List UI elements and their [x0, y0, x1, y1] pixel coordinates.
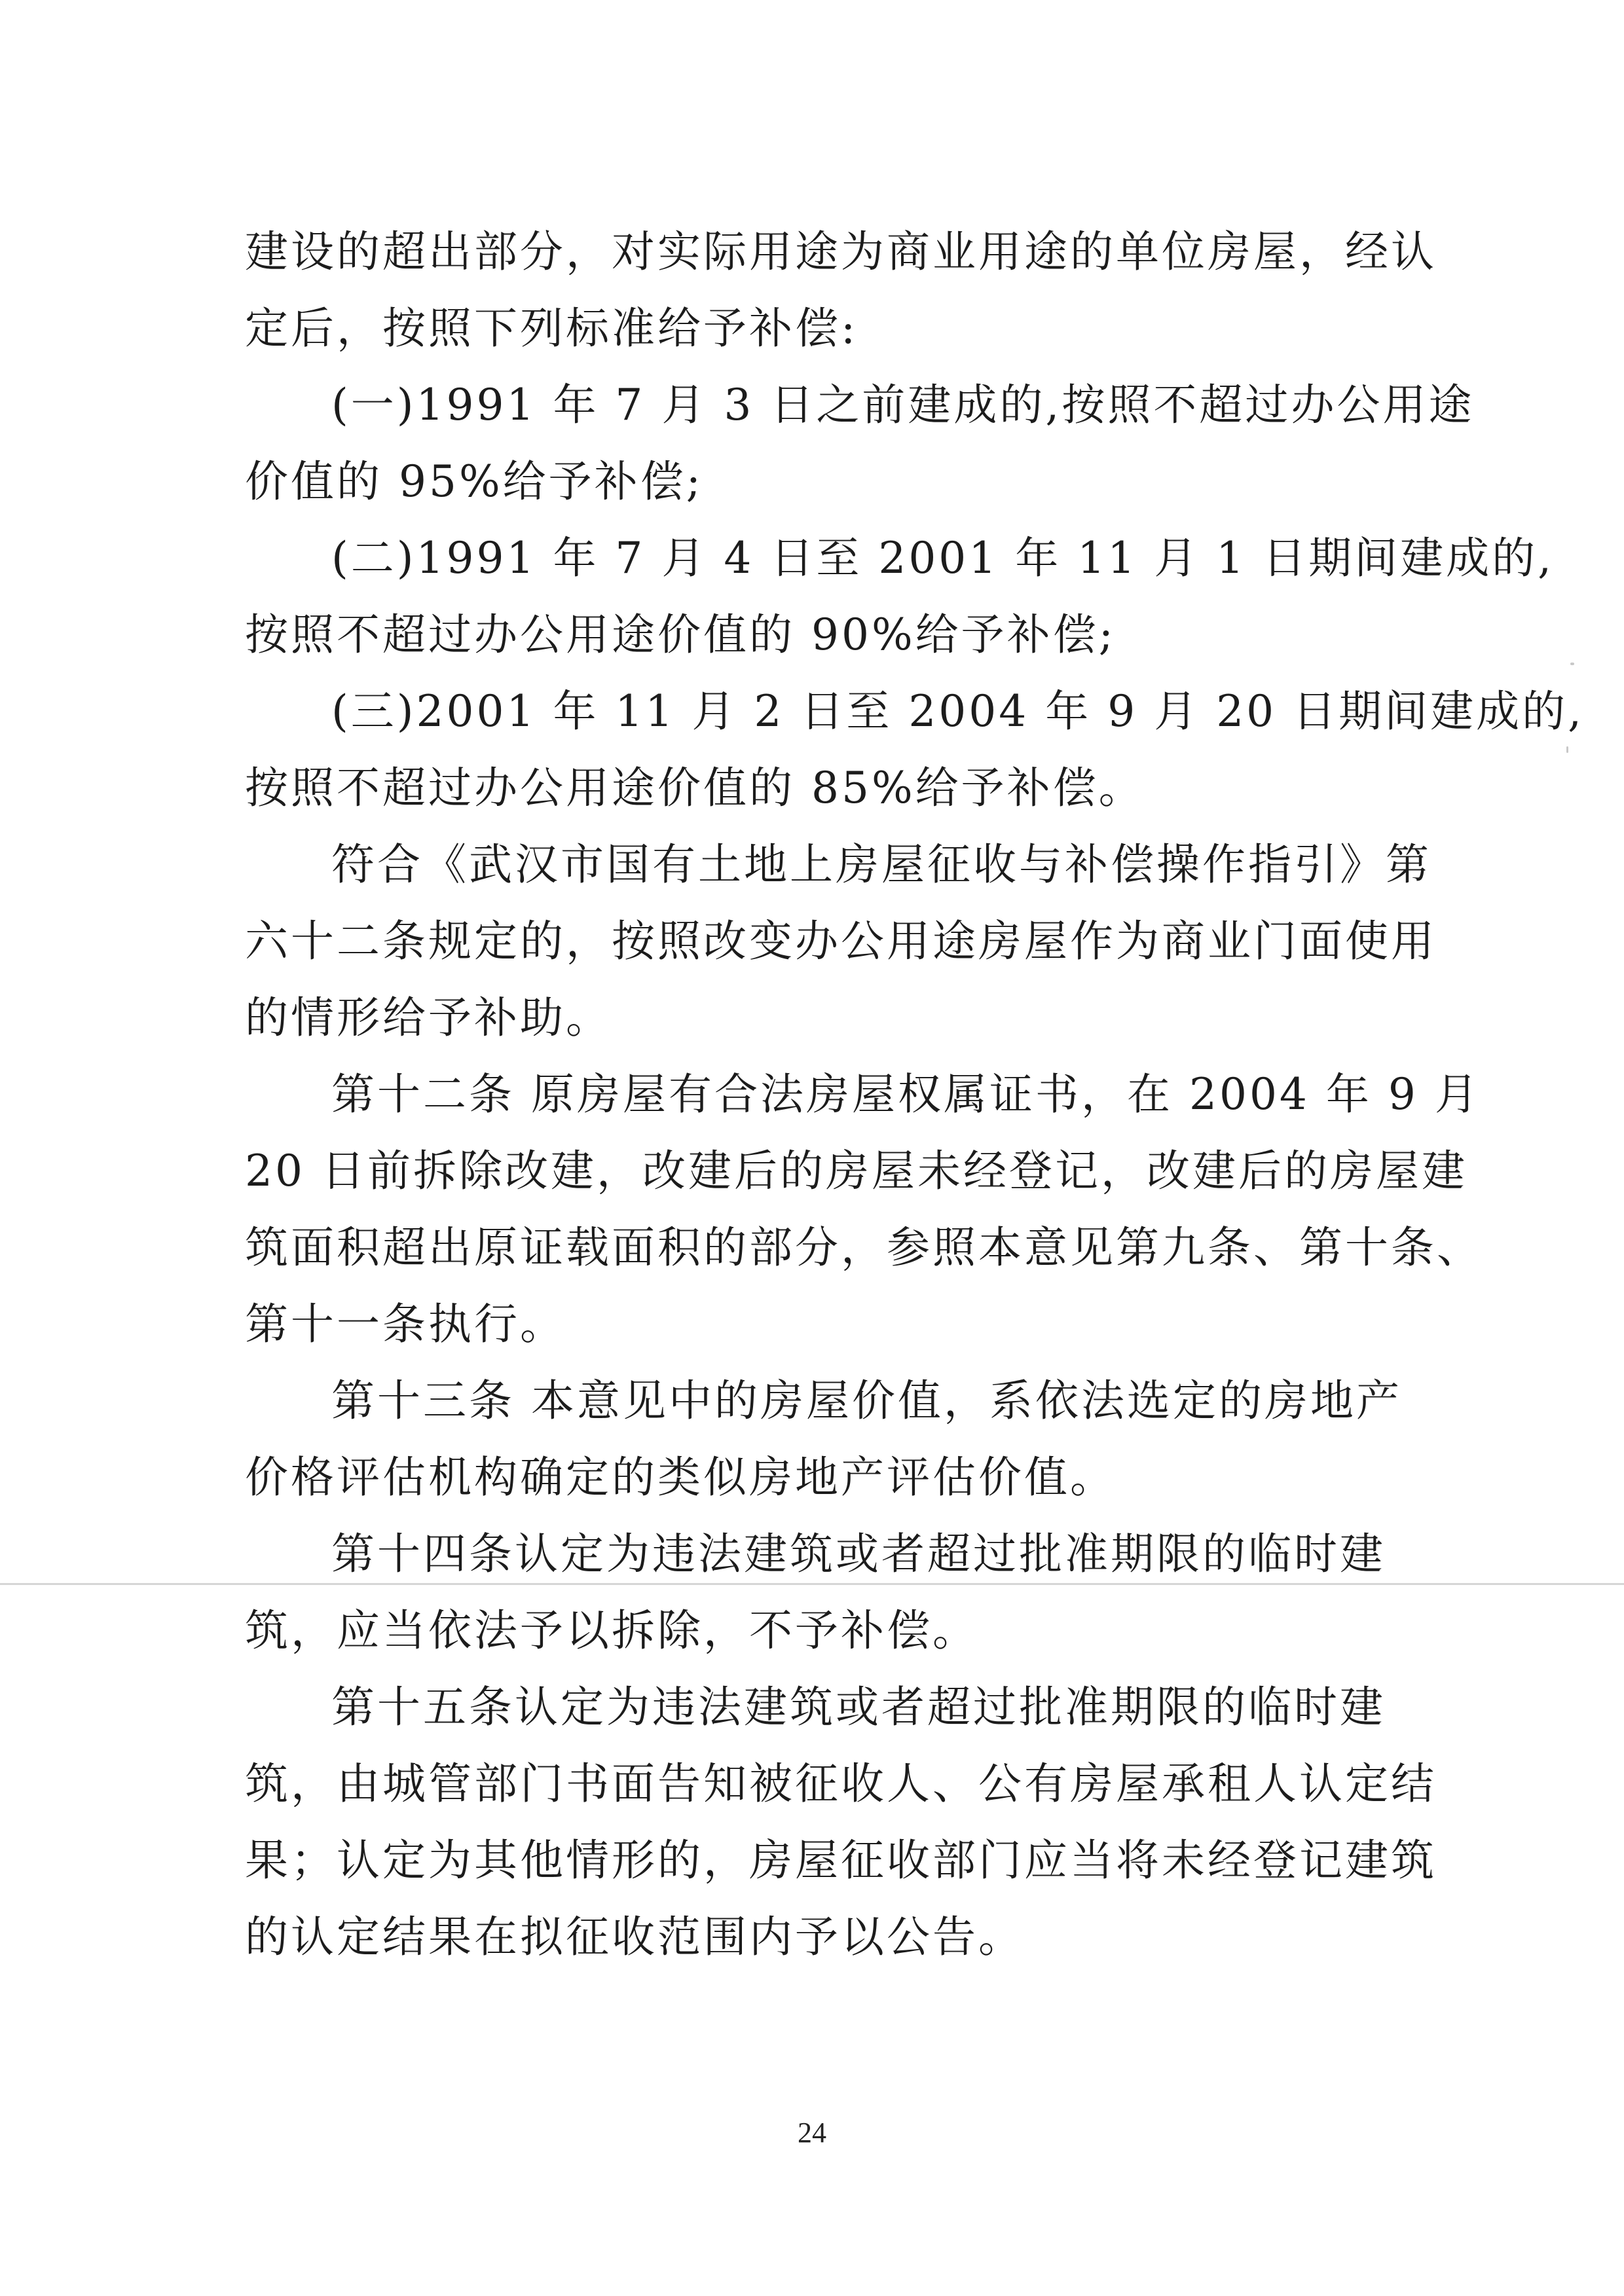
paragraph-line: 的情形给予补助。	[245, 993, 612, 1043]
article-line: 筑面积超出原证载面积的部分，参照本意见第九条、第十条、	[245, 1222, 1483, 1273]
text-line: 建设的超出部分，对实际用途为商业用途的单位房屋，经认	[245, 227, 1437, 277]
article-line: 筑，应当依法予以拆除，不予补偿。	[245, 1605, 978, 1656]
paragraph-line: 六十二条规定的，按照改变办公用途房屋作为商业门面使用	[245, 916, 1437, 966]
list-item-line: (一)1991 年 7 月 3 日之前建成的,按照不超过办公用途	[331, 380, 1475, 430]
article-line: 价格评估机构确定的类似房地产评估价值。	[245, 1452, 1116, 1503]
list-item-line: (三)2001 年 11 月 2 日至 2004 年 9 月 20 日期间建成的,	[331, 686, 1585, 737]
text-line: 定后，按照下列标准给予补偿:	[245, 303, 858, 354]
article-line: 筑，由城管部门书面告知被征收人、公有房屋承租人认定结	[245, 1758, 1437, 1809]
article-line: 第十四条认定为违法建筑或者超过批准期限的临时建	[331, 1529, 1386, 1579]
article-line: 的认定结果在拟征收范围内予以公告。	[245, 1912, 1024, 1962]
scan-artifact-line	[0, 1583, 1624, 1585]
article-line: 第十三条 本意见中的房屋价值，系依法选定的房地产	[331, 1376, 1402, 1426]
document-body	[245, 213, 1585, 1975]
article-line: 第十二条 原房屋有合法房屋权属证书，在 2004 年 9 月	[331, 1069, 1481, 1120]
list-item-line: 价值的 95%给予补偿;	[245, 456, 703, 507]
list-item-line: (二)1991 年 7 月 4 日至 2001 年 11 月 1 日期间建成的,	[331, 533, 1555, 583]
article-line: 第十一条执行。	[245, 1299, 566, 1349]
article-line: 果；认定为其他情形的，房屋征收部门应当将未经登记建筑	[245, 1835, 1437, 1886]
article-line: 第十五条认定为违法建筑或者超过批准期限的临时建	[331, 1682, 1386, 1732]
list-item-line: 按照不超过办公用途价值的 85%给予补偿。	[245, 763, 1145, 813]
article-line: 20 日前拆除改建，改建后的房屋未经登记，改建后的房屋建	[245, 1146, 1467, 1196]
scan-speck	[1566, 746, 1568, 753]
scan-speck	[1570, 663, 1574, 665]
page-number: 24	[798, 2117, 826, 2149]
list-item-line: 按照不超过办公用途价值的 90%给予补偿;	[245, 610, 1116, 660]
paragraph-line: 符合《武汉市国有土地上房屋征收与补偿操作指引》第	[331, 839, 1431, 890]
